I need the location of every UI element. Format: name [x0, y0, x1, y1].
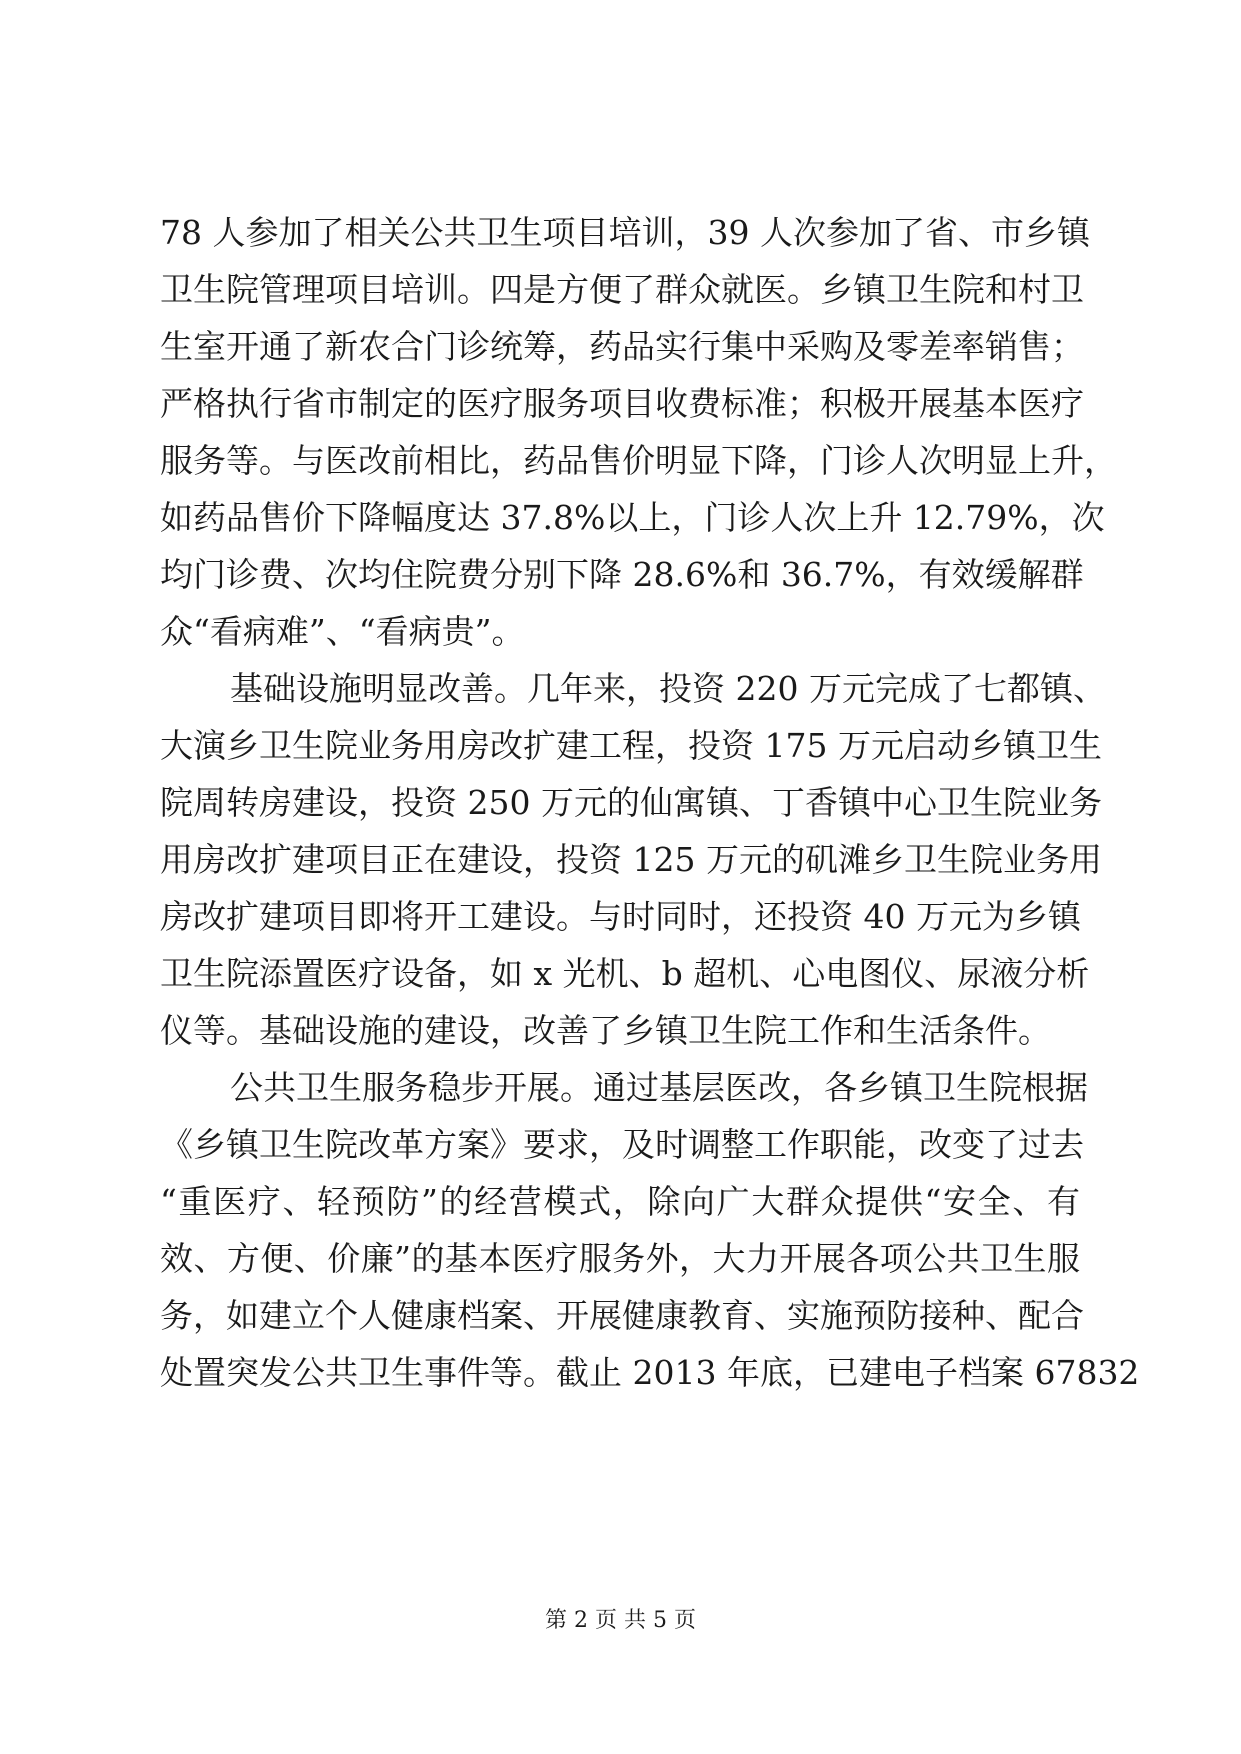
- text-line: 78 人参加了相关公共卫生项目培训，39 人次参加了省、市乡镇: [160, 213, 1090, 252]
- text-line: 务，如建立个人健康档案、开展健康教育、实施预防接种、配合: [160, 1296, 1084, 1335]
- text-line: 卫生院管理项目培训。四是方便了群众就医。乡镇卫生院和村卫: [160, 270, 1084, 309]
- text-line: 效、方便、价廉”的基本医疗服务外，大力开展各项公共卫生服: [160, 1239, 1080, 1278]
- text-line: 众“看病难”、“看病贵”。: [160, 612, 525, 651]
- text-line: 大演乡卫生院业务用房改扩建工程，投资 175 万元启动乡镇卫生: [160, 726, 1102, 765]
- text-line: 《乡镇卫生院改革方案》要求，及时调整工作职能，改变了过去: [160, 1125, 1084, 1164]
- page-number-footer: 第 2 页 共 5 页: [545, 1608, 696, 1633]
- paragraph-start-line: 基础设施明显改善。几年来，投资 220 万元完成了七都镇、: [230, 669, 1106, 708]
- text-line: 仪等。基础设施的建设，改善了乡镇卫生院工作和生活条件。: [160, 1011, 1051, 1050]
- text-line: 服务等。与医改前相比，药品售价明显下降，门诊人次明显上升，: [160, 441, 1117, 480]
- paragraph-start-line: 公共卫生服务稳步开展。通过基层医改，各乡镇卫生院根据: [230, 1068, 1088, 1107]
- text-line: 均门诊费、次均住院费分别下降 28.6%和 36.7%，有效缓解群: [160, 555, 1084, 594]
- text-line: 如药品售价下降幅度达 37.8%以上，门诊人次上升 12.79%，次: [160, 498, 1105, 537]
- text-line: 生室开通了新农合门诊统筹，药品实行集中采购及零差率销售；: [160, 327, 1084, 366]
- text-line: 房改扩建项目即将开工建设。与时同时，还投资 40 万元为乡镇: [160, 897, 1081, 936]
- text-line: 卫生院添置医疗设备，如 x 光机、b 超机、心电图仪、尿液分析: [160, 954, 1090, 993]
- text-line: 处置突发公共卫生事件等。截止 2013 年底，已建电子档案 67832: [160, 1353, 1140, 1392]
- text-line: 用房改扩建项目正在建设，投资 125 万元的矶滩乡卫生院业务用: [160, 840, 1102, 879]
- text-line: 严格执行省市制定的医疗服务项目收费标准；积极开展基本医疗: [160, 384, 1084, 423]
- text-line: “重医疗、轻预防”的经营模式，除向广大群众提供“安全、有: [160, 1182, 1080, 1221]
- text-line: 院周转房建设，投资 250 万元的仙寓镇、丁香镇中心卫生院业务: [160, 783, 1102, 822]
